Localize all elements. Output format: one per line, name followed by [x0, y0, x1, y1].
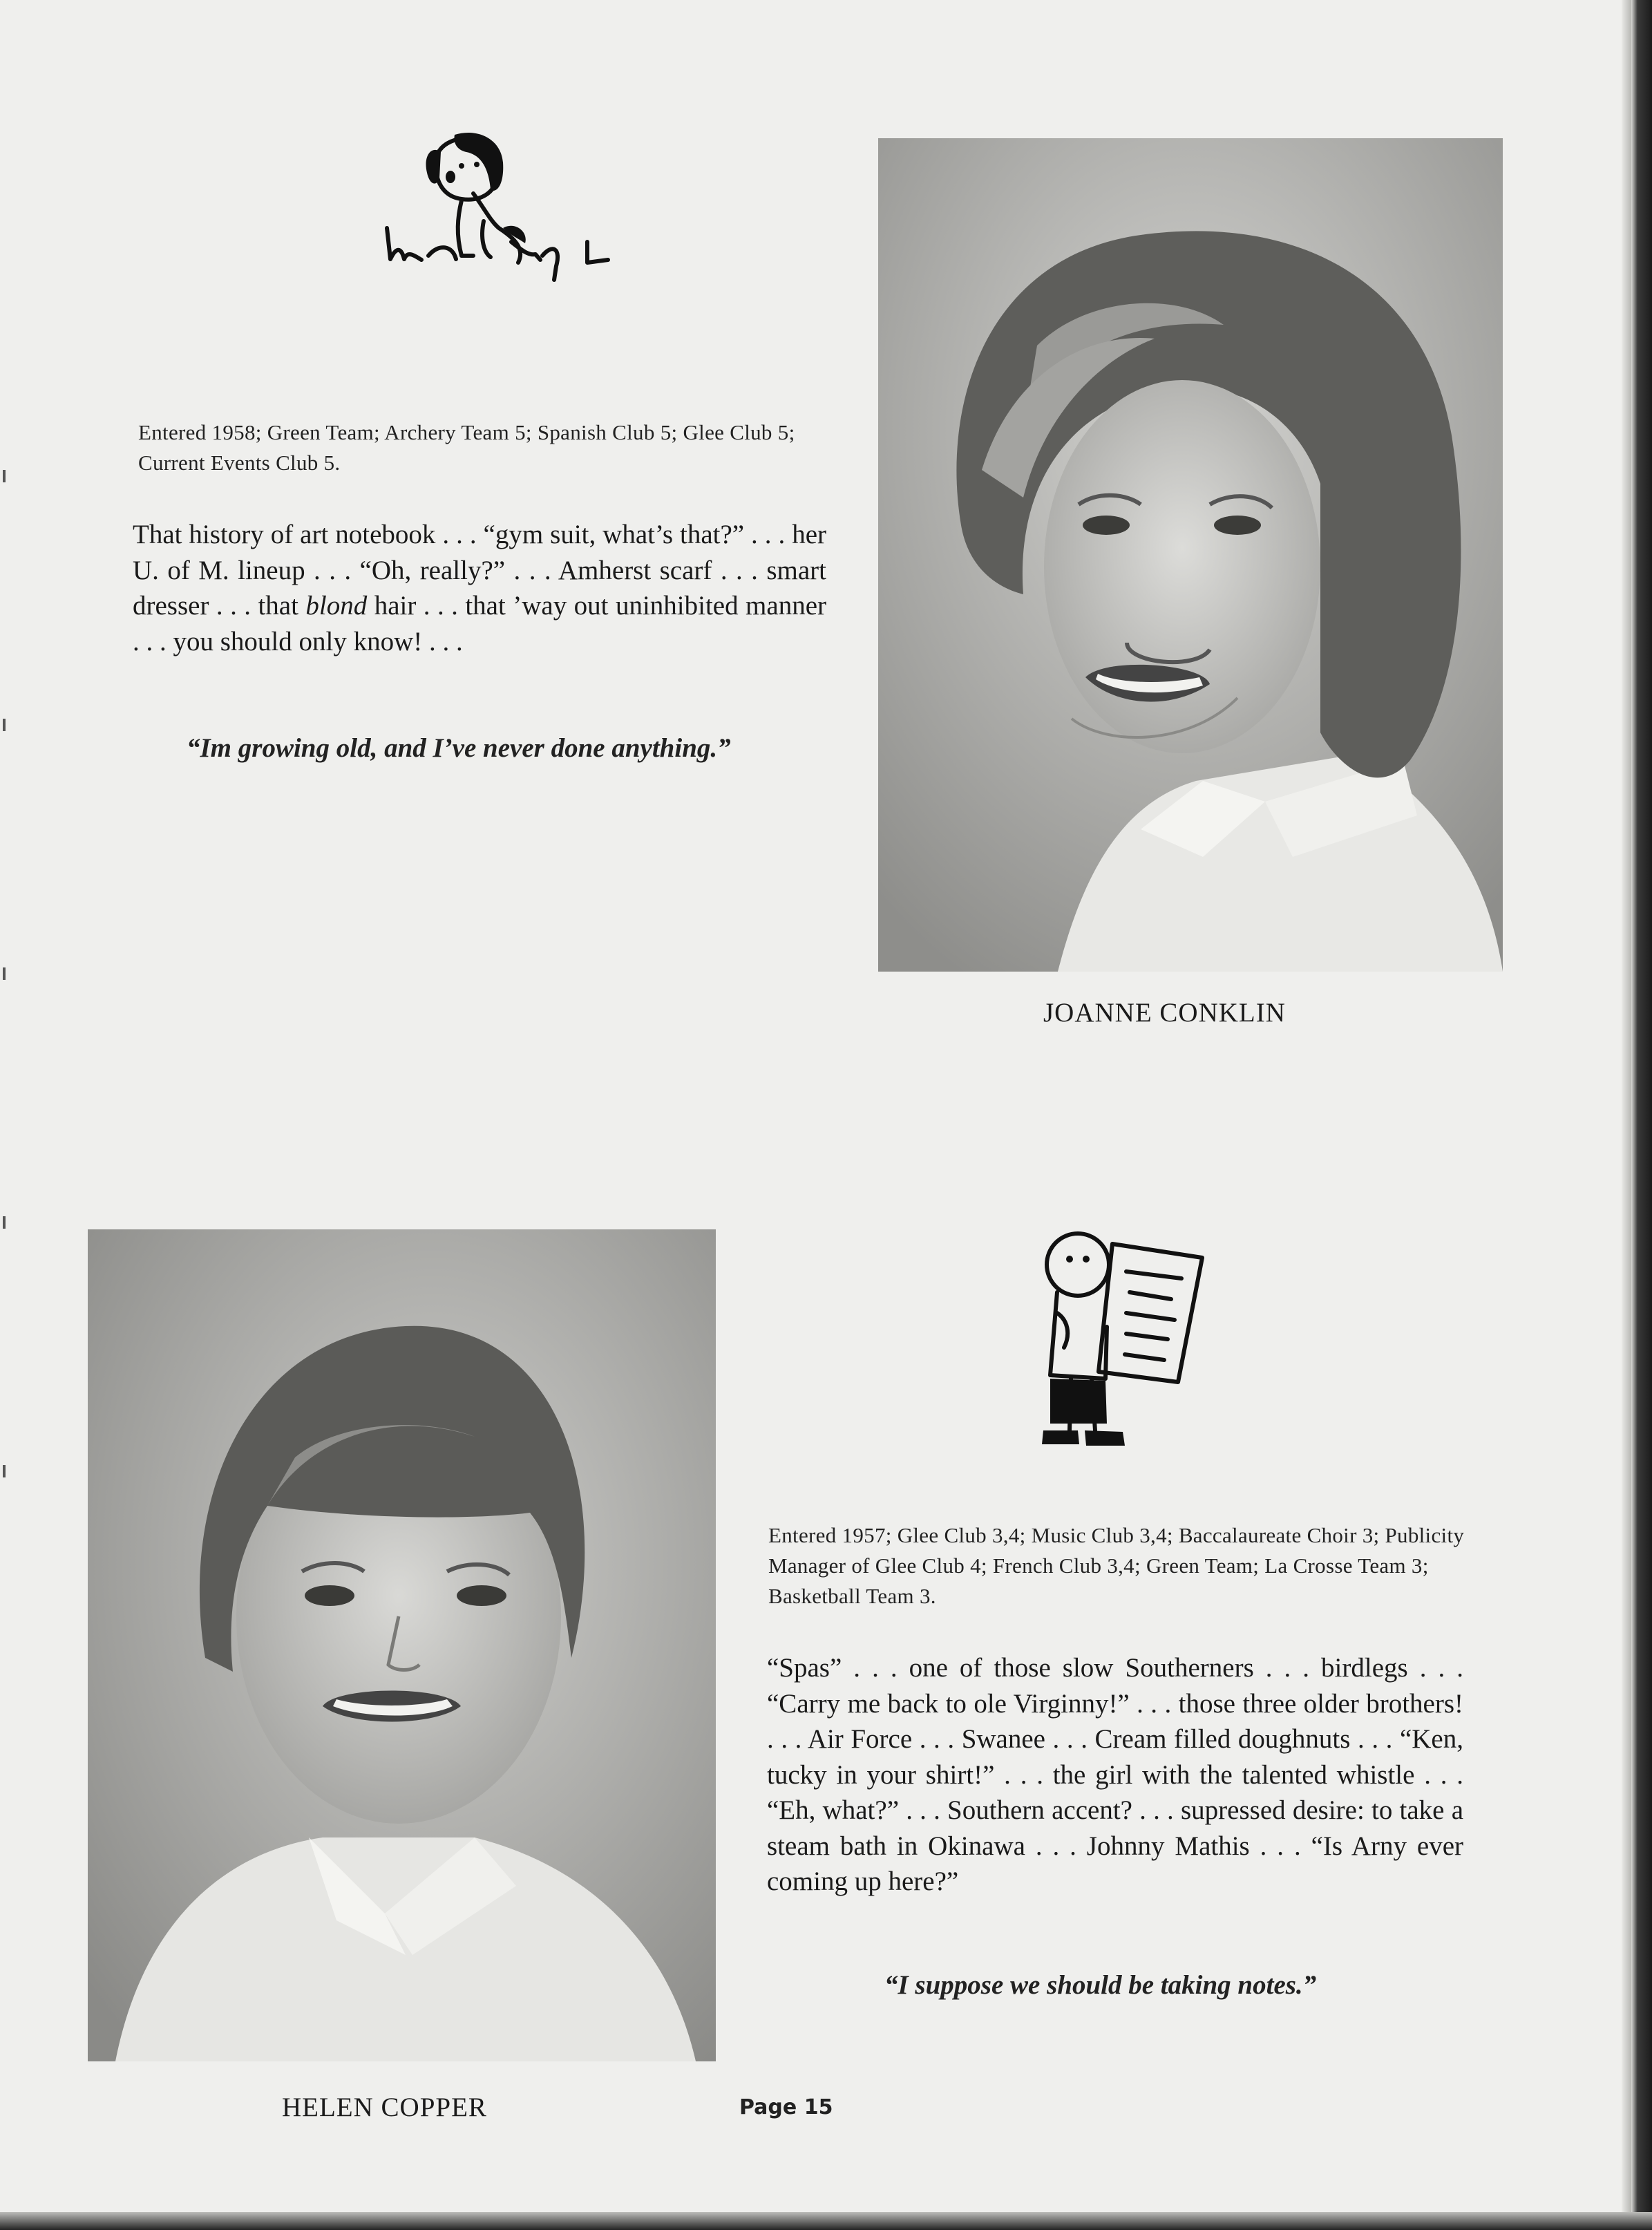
joanne-description-end: hair . . . that ’way out uninhibited manner . . . you should only know! . . . [133, 591, 826, 656]
page-number: Page 15 [739, 2095, 833, 2119]
helen-activities: Entered 1957; Glee Club 3,4; Music Club 3,4; Baccalaureate Choir 3; Publicity Manager of Glee Club 4; French Club 3,4; Green Team; La Crosse Team 3; Basketball Team 3. [768, 1523, 1465, 1608]
helen-description: “Spas” . . . one of those slow Southerners . . . birdlegs . . . “Carry me back to ole Virginny!” . . . those three older brothers! . . . Air Force . . . Swanee . . . Cream filled doughnuts . . . “Ken, tucky in your shirt!” . . . the girl with the talented whistle . . . “Eh, what?” . . . Southern accent? . . . supressed desire: to take a steam bath in Okinawa . . . Johnny Mathis . . . “Is Arny ever coming up here?” [767, 1653, 1463, 1896]
joanne-description [133, 517, 826, 659]
joanne-conklin-name: JOANNE CONKLIN [1043, 998, 1286, 1028]
joanne-conklin-portrait [878, 138, 1503, 972]
page-bottom-edge [0, 2212, 1652, 2230]
person-reading-notes-drawing [1029, 1223, 1216, 1472]
joanne-description-text: That history of art notebook . . . “gym suit, what’s that?” . . . her U. of M. lineup . . . “Oh, really?” . . . Amherst scarf . . . smart dresser . . . that [133, 520, 826, 621]
joanne-activities: Entered 1958; Green Team; Archery Team 5; Spanish Club 5; Glee Club 5; Current Events Club 5. [138, 420, 795, 475]
joanne-quote: “Im growing old, and I’ve never done anything.” [187, 733, 731, 763]
page-binding-edge [1631, 0, 1652, 2230]
dog-signature-drawing [380, 124, 636, 297]
joanne-description-italic: blond [305, 591, 368, 621]
page-edge-shadow [1622, 0, 1631, 2230]
helen-quote: “I suppose we should be taking notes.” [884, 1970, 1317, 2000]
helen-copper-portrait [88, 1229, 716, 2061]
helen-copper-name: HELEN COPPER [282, 2092, 487, 2122]
